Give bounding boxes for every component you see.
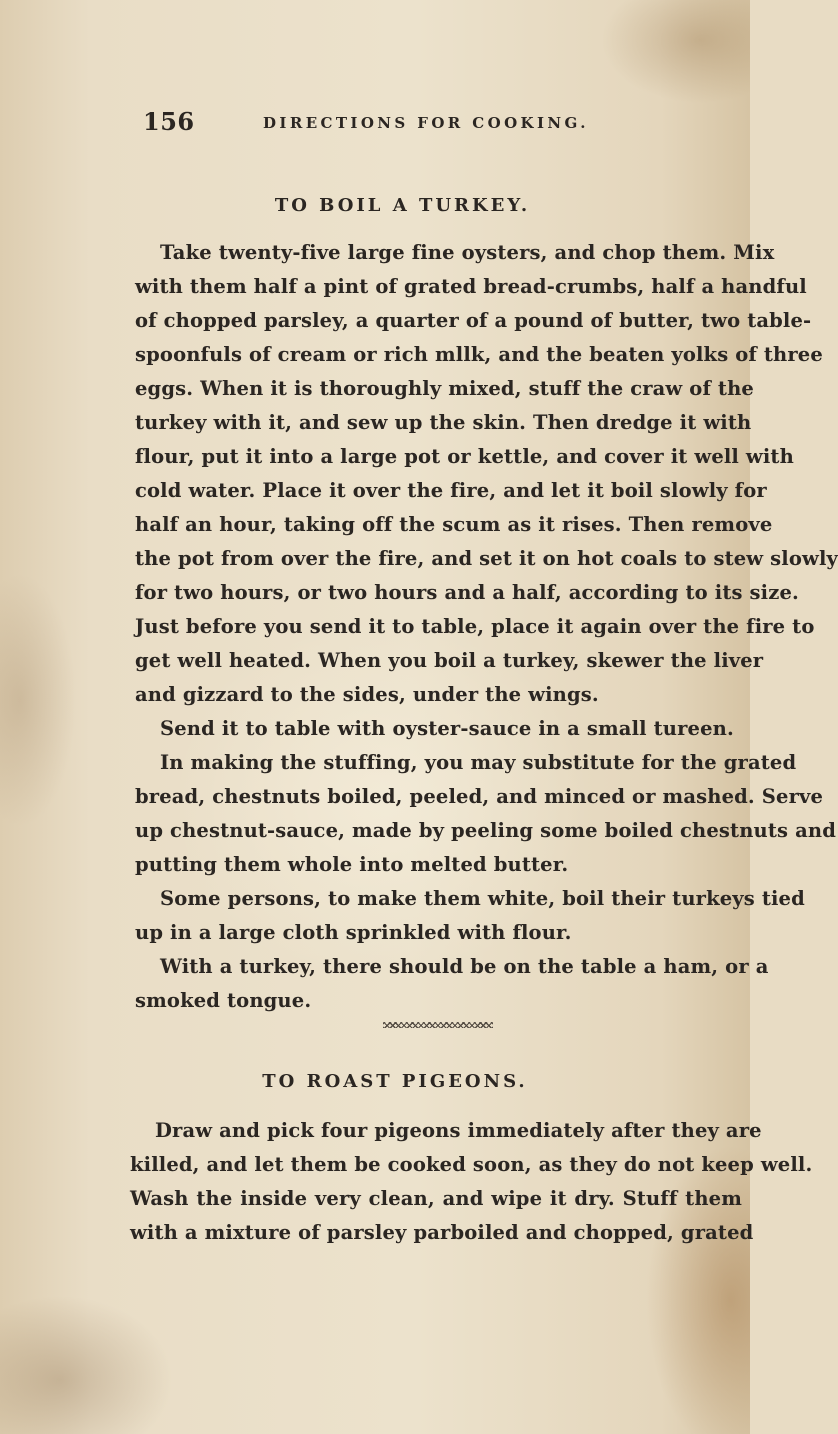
text-line: Draw and pick four pigeons immediately after they are (155, 1119, 762, 1142)
text-line: eggs. When it is thoroughly mixed, stuff the craw of the (135, 377, 754, 400)
section-title-boil-turkey: TO BOIL A TURKEY. (274, 195, 531, 216)
page-number: 156 (143, 107, 195, 136)
section-divider-rule (383, 1022, 493, 1028)
text-line: flour, put it into a large pot or kettle, and cover it well with (135, 445, 794, 468)
text-line: up chestnut-sauce, made by peeling some boiled chestnuts and (135, 819, 836, 842)
text-line: cold water. Place it over the fire, and let it boil slowly for (135, 479, 767, 502)
text-line: of chopped parsley, a quarter of a pound of butter, two table- (135, 309, 812, 332)
text-line: for two hours, or two hours and a half, according to its size. (135, 581, 799, 604)
text-line: turkey with it, and sew up the skin. Then dredge it with (135, 411, 752, 434)
text-line: the pot from over the fire, and set it on hot coals to stew slowly (135, 547, 838, 570)
text-line: Just before you send it to table, place it again over the fire to (135, 615, 815, 638)
text-line: with them half a pint of grated bread-crumbs, half a handful (135, 275, 807, 298)
text-line: up in a large cloth sprinkled with flour. (135, 921, 572, 944)
text-line: Send it to table with oyster-sauce in a small tureen. (160, 717, 734, 740)
text-line: smoked tongue. (135, 989, 312, 1012)
recipe-text-boil-turkey (135, 236, 838, 1018)
text-line: Wash the inside very clean, and wipe it dry. Stuff them (130, 1187, 742, 1210)
text-line: Some persons, to make them white, boil their turkeys tied (160, 887, 805, 910)
running-head: DIRECTIONS FOR COOKING. (263, 114, 589, 132)
text-line: and gizzard to the sides, under the wings. (135, 683, 599, 706)
text-line: In making the stuffing, you may substitute for the grated (160, 751, 797, 774)
text-line: half an hour, taking off the scum as it rises. Then remove (135, 513, 773, 536)
text-line: spoonfuls of cream or rich mllk, and the beaten yolks of three (135, 343, 823, 366)
text-line: Take twenty-five large fine oysters, and chop them. Mix (160, 241, 775, 264)
recipe-text-roast-pigeons (130, 1114, 813, 1250)
section-title-roast-pigeons: TO ROAST PIGEONS. (262, 1071, 528, 1092)
page-header (143, 107, 633, 139)
text-line: With a turkey, there should be on the table a ham, or a (160, 955, 769, 978)
text-line: bread, chestnuts boiled, peeled, and minced or mashed. Serve (135, 785, 824, 808)
text-line: with a mixture of parsley parboiled and chopped, grated (130, 1221, 754, 1244)
text-line: putting them whole into melted butter. (135, 853, 569, 876)
text-line: get well heated. When you boil a turkey, skewer the liver (135, 649, 764, 672)
text-line: killed, and let them be cooked soon, as they do not keep well. (130, 1153, 813, 1176)
